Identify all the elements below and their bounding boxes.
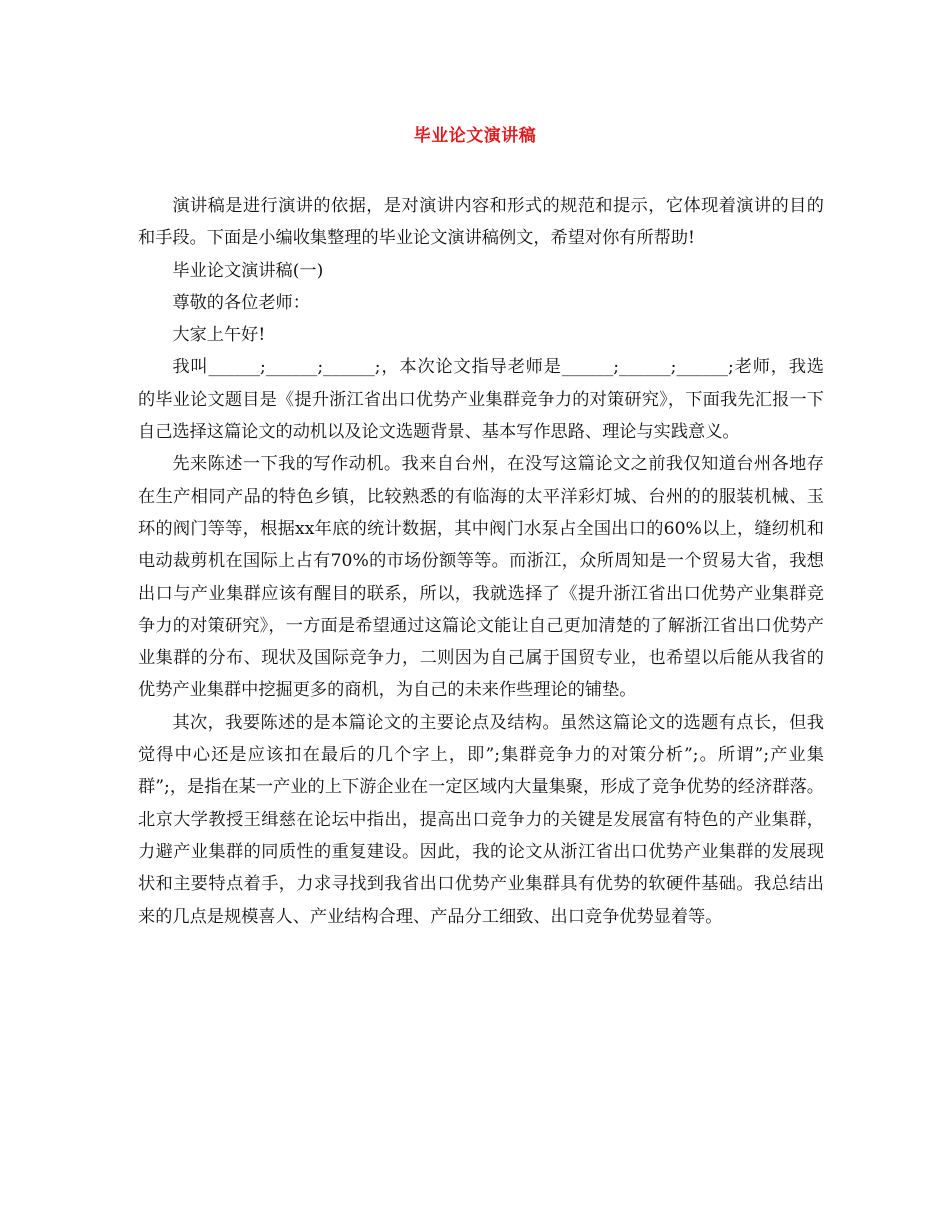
- paragraph-salutation: 尊敬的各位老师：: [172, 292, 310, 313]
- paragraph-intro: 演讲稿是进行演讲的依据，是对演讲内容和形式的规范和提示，它体现着演讲的目的和手段。下面是小编收集整理的毕业论文演讲稿例文，希望对你有所帮助!: [138, 196, 824, 249]
- paragraph-subtitle: 毕业论文演讲稿(一): [172, 260, 324, 281]
- paragraph-greeting: 大家上午好!: [172, 325, 266, 346]
- paragraph-self-introduction: 我叫______;______;______;，本次论文指导老师是______;______;______;老师，我选的毕业论文题目是《提升浙江省出口优势产业集群竞争力的对策研究》，下面我先汇报一下自己选择这篇论文的动机以及论文选题背景、基本写作思路、理论与实践意义。: [138, 357, 824, 443]
- paragraph-motivation: 先来陈述一下我的写作动机。我来自台州，在没写这篇论文之前我仅知道台州各地存在生产相同产品的特色乡镇，比较熟悉的有临海的太平洋彩灯城、台州的的服装机械、玉环的阀门等等，根据xx年底的统计数据，其中阀门水泵占全国出口的60%以上，缝纫机和电动裁剪机在国际上占有70%的市场份额等等。而浙江，众所周知是一个贸易大省，我想出口与产业集群应该有醒目的联系，所以，我就选择了《提升浙江省出口优势产业集群竞争力的对策研究》，一方面是希望通过这篇论文能让自己更加清楚的了解浙江省出口优势产业集群的分布、现状及国际竞争力，二则因为自己属于国贸专业，也希望以后能从我省的优势产业集群中挖掘更多的商机，为自己的未来作些理论的铺垫。: [138, 454, 824, 701]
- document-title: 毕业论文演讲稿: [413, 126, 537, 146]
- paragraph-main-points: 其次，我要陈述的是本篇论文的主要论点及结构。虽然这篇论文的选题有点长，但我觉得中心还是应该扣在最后的几个字上，即”;集群竞争力的对策分析”;。所谓”;产业集群”;，是指在某一产业的上下游企业在一定区域内大量集聚，形成了竞争优势的经济群落。北京大学教授王缉慈在论坛中指出，提高出口竞争力的关键是发展富有特色的产业集群，力避产业集群的同质性的重复建设。因此，我的论文从浙江省出口优势产业集群的发展现状和主要特点着手，力求寻找到我省出口优势产业集群具有优势的软硬件基础。我总结出来的几点是规模喜人、产业结构合理、产品分工细致、出口竞争优势显着等。: [138, 712, 824, 927]
- document-body: [138, 190, 824, 933]
